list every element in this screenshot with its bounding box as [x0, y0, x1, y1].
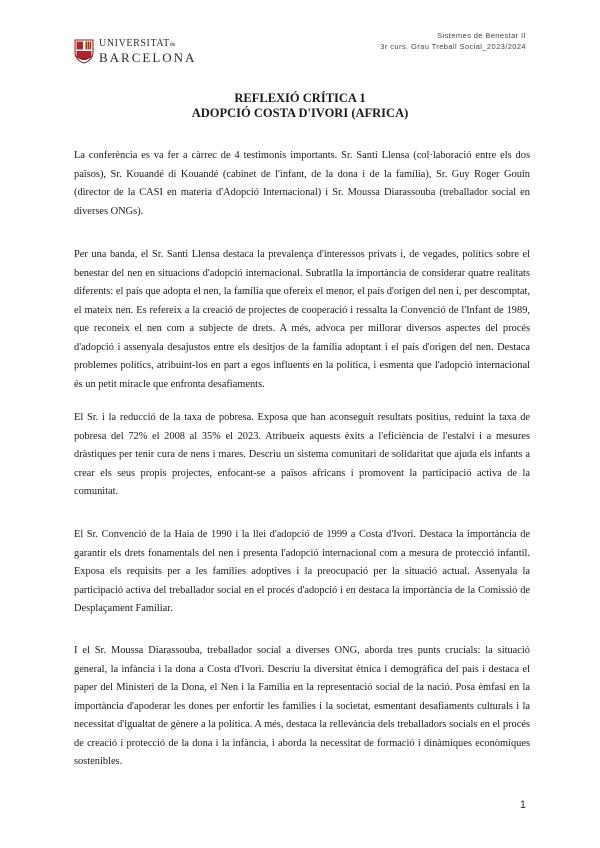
- university-logo: [74, 36, 214, 66]
- paragraph-1: La conferència es va fer a càrrec de 4 testimonis importants. Sr. Santi Llensa (col·laboració entre els dos països), Sr. Kouandé di Kouandé (cabinet de l'infant, de la dona i de la família), Sr. Guy Roger Gouin (director de la CASI en materia d'Adopció Internacional) i Sr. Moussa Diarassouba (treballador social en diverses ONGs).: [74, 150, 530, 217]
- title-line1: REFLEXIÓ CRÍTICA 1: [234, 91, 366, 105]
- course-name: Sistemes de Benestar II: [437, 31, 526, 40]
- paragraph-4: El Sr. Convenció de la Haia de 1990 i la llei d'adopció de 1999 a Costa d'Ivori. Destaca la importància de garantir els drets fonamentals del nen i presenta l'adopció internacional com a mesura de protecció infantil. Exposa els requisits per a les famílies adoptives i la preocupació per la situació actual. Assenyala la participació activa del treballador social en el procés d'adopció i en destaca la importància de la Comissió de Desplaçament Familiar.: [74, 529, 530, 614]
- paragraph-5: I el Sr. Moussa Diarassouba, treballador social a diverses ONG, aborda tres punts crucials: la situació general, la infància i la dona a Costa d'Ivori. Descriu la diversitat ètnica i demogràfica del país i destaca el paper del Ministeri de la Dona, el Nen i la Família en la representació social de la nació. Posa èmfasi en la importància d'apoderar les dones per enfortir les famílies i la societat, esmentant desafiaments culturals i la necessitat d'igualtat de gènere a la política. A més, destaca la rellevància dels treballadors socials en el procés de creació i protecció de la dona i la infància, i aborda la necessitat de formació i dinàmiques econòmiques sostenibles.: [74, 645, 530, 767]
- page-number: 1: [519, 799, 526, 811]
- title-line2: ADOPCIÓ COSTA D'IVORI (AFRICA): [191, 106, 409, 120]
- program-info: 3r curs. Grau Treball Social_2023/2024: [380, 42, 526, 51]
- logo-line2: BARCELONA: [99, 49, 197, 65]
- header-course-info: [380, 30, 526, 52]
- document-title: [0, 91, 600, 121]
- logo-line1: UNIVERSITATde: [99, 37, 176, 49]
- paragraph-3: El Sr. i la reducció de la taxa de pobresa. Exposa que han aconseguit resultats positius, reduint la taxa de pobresa del 72% el 2008 al 35% el 2023. Atribueix aquests èxits a l'eficiència de l'estalvi i a mesures dràstiques per tenir cura de nens i mares. Descriu un sistema comunitari de solidaritat que ajuda els infants a crear els seus propis projectes, enfocant-se a països africans i promovent la participació activa de la comunitat.: [74, 412, 530, 497]
- paragraph-2: Per una banda, el Sr. Santi Llensa destaca la prevalença d'interessos privats i, de vegades, polítics sobre el benestar del nen en situacions d'adopció internacional. Subratlla la importància de considerar quatre realitats diferents: el país que adopta el nen, la família que ofereix el menor, el país d'origen del nen i, per descomptat, el mateix nen. Es refereix a la creació de projectes de cooperació i ressalta la Convenció de l'Infant de 1989, que reconeix el nen com a subjecte de drets. A més, advoca per millorar diversos aspectes del procés d'adopció i assenyala desajustos entre els desitjos de la família adoptant i el país d'origen del nen. Destaca problemes polítics, atribuint-los en part a egos influents en la política, i esmenta que l'adopció internacional és un petit miracle que enfronta desafiaments.: [74, 249, 530, 390]
- university-seal-icon: [74, 38, 94, 64]
